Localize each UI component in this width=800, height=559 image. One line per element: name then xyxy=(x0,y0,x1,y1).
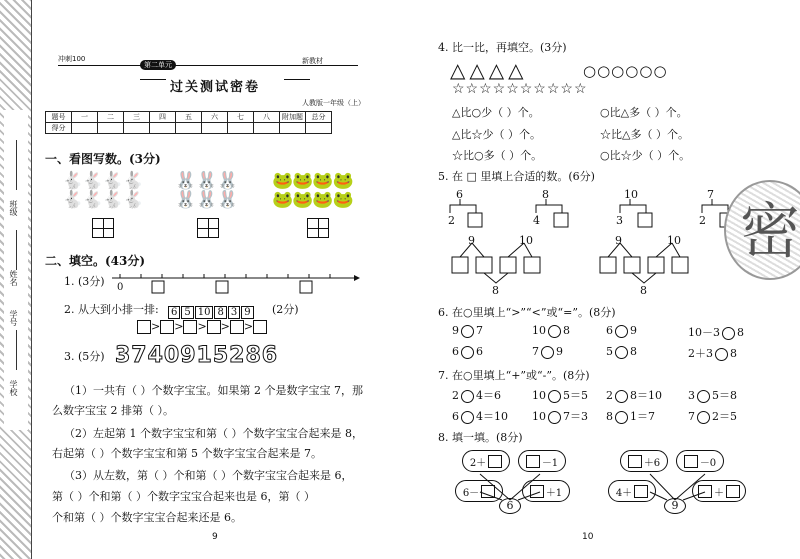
score-cell[interactable] xyxy=(176,123,202,134)
q8-cloud: 2＋ xyxy=(462,450,510,472)
answer-box[interactable] xyxy=(183,320,197,334)
page-number-right: 10 xyxy=(582,532,594,542)
q2-points: (2分) xyxy=(272,303,299,316)
tree-bottom: 8 xyxy=(640,284,647,297)
tree-left: 2 xyxy=(699,214,706,227)
stars: ☆☆☆☆☆☆☆☆☆☆ xyxy=(452,81,588,97)
triangles: △△△△ xyxy=(450,58,528,82)
answer-box[interactable] xyxy=(253,320,267,334)
answer-box[interactable] xyxy=(698,485,712,498)
number-card: 3 xyxy=(228,306,240,319)
q4-row: △比○少（ ）个。 xyxy=(452,106,540,119)
score-cell[interactable] xyxy=(280,123,306,134)
frog-picture: 🐸🐸🐸🐸 🐸🐸🐸🐸 xyxy=(272,171,353,210)
operator-circle[interactable] xyxy=(548,390,561,403)
q3-line: 第（ ）个和第（ ）个数字宝宝合起来也是 6，第（ ） xyxy=(52,490,315,503)
tree-top: 10 xyxy=(519,234,533,247)
q3-line: （2）左起第 1 个数字宝宝和第（ ）个数字宝宝合起来是 8， xyxy=(64,427,363,440)
score-head: 总分 xyxy=(306,112,332,123)
number-card: 10 xyxy=(195,306,214,319)
q3-label: 3. (5分) xyxy=(64,350,105,363)
score-cell[interactable] xyxy=(202,123,228,134)
compare-circle[interactable] xyxy=(615,325,628,338)
operator-circle[interactable] xyxy=(461,390,474,403)
unit-badge: 第二单元 xyxy=(140,60,176,70)
page-number-left: 9 xyxy=(212,532,218,542)
number-line-zero: 0 xyxy=(117,282,124,293)
score-head: 四 xyxy=(150,112,176,123)
q4-row: ☆比△多（ ）个。 xyxy=(600,128,689,141)
q6-heading: 6. 在○里填上“>”“<”或“=”。(8分) xyxy=(438,306,616,319)
tree-top: 8 xyxy=(542,188,549,201)
tree-left: 2 xyxy=(448,214,455,227)
q3-line: （1）一共有（ ）个数字宝宝。如果第 2 个是数字宝宝 7，那 xyxy=(64,384,363,397)
score-head: 七 xyxy=(228,112,254,123)
page-title: 过关测试密卷 xyxy=(170,80,261,95)
operator-circle[interactable] xyxy=(461,411,474,424)
score-cell[interactable] xyxy=(124,123,150,134)
tree-top: 6 xyxy=(456,188,463,201)
gutter-label-name: 姓名 xyxy=(9,270,18,286)
binding-gutter xyxy=(0,0,32,559)
tree-left: 4 xyxy=(533,214,540,227)
answer-box[interactable] xyxy=(526,455,540,468)
tree-top: 10 xyxy=(624,188,638,201)
secret-stamp: 密 xyxy=(724,180,800,280)
q8-cloud: ＋1 xyxy=(522,480,570,502)
answer-box[interactable] xyxy=(488,455,502,468)
tree-left: 3 xyxy=(616,214,623,227)
q1-label: 1. (3分) xyxy=(64,275,105,288)
answer-box[interactable] xyxy=(684,455,698,468)
q2-cards xyxy=(168,300,255,319)
tree-top: 10 xyxy=(667,234,681,247)
gutter-label-number: 学号 xyxy=(9,310,18,326)
score-head: 八 xyxy=(254,112,280,123)
score-cell[interactable] xyxy=(98,123,124,134)
score-head: 三 xyxy=(124,112,150,123)
grade-label: 人教版一年级（上） xyxy=(302,99,365,107)
answer-box[interactable] xyxy=(726,485,740,498)
q3-line: 么数字宝宝 2 排第（ ）。 xyxy=(52,404,174,417)
tree-top: 7 xyxy=(707,188,714,201)
q4-row: △比☆少（ ）个。 xyxy=(452,128,541,141)
q3-line: 右起第（ ）个数字宝宝和第 5 个数字宝宝合起来是 7。 xyxy=(52,447,322,460)
number-card: 8 xyxy=(214,306,226,319)
compare-circle[interactable] xyxy=(461,325,474,338)
section-1-heading: 一、看图写数。(3分) xyxy=(45,152,161,166)
answer-box[interactable] xyxy=(307,218,329,238)
score-head: 二 xyxy=(98,112,124,123)
score-cell[interactable] xyxy=(150,123,176,134)
q2-answer-row: > > > > > xyxy=(137,320,267,334)
q8-cloud: －0 xyxy=(676,450,724,472)
edition: 新教材 xyxy=(302,57,323,65)
operator-circle[interactable] xyxy=(615,411,628,424)
answer-box[interactable] xyxy=(197,218,219,238)
operator-circle[interactable] xyxy=(548,411,561,424)
answer-box[interactable] xyxy=(530,485,544,498)
q8-heading: 8. 填一填。(8分) xyxy=(438,431,523,444)
rabbit-picture: 🐰🐰🐰 🐰🐰🐰 xyxy=(175,171,239,210)
number-card: 9 xyxy=(241,306,253,319)
q4-row: ☆比○多（ ）个。 xyxy=(452,149,543,162)
operator-circle[interactable] xyxy=(697,411,710,424)
answer-box[interactable] xyxy=(137,320,151,334)
section-2-heading: 二、填空。(43分) xyxy=(45,254,146,268)
answer-box[interactable] xyxy=(634,485,648,498)
number-trees xyxy=(440,185,740,297)
score-head: 附加题 xyxy=(280,112,306,123)
rabbit-picture: 🐇🐇🐇🐇 🐇🐇🐇🐇 xyxy=(62,171,143,210)
score-cell[interactable] xyxy=(228,123,254,134)
q8-cloud: 4＋ xyxy=(608,480,656,502)
answer-box[interactable] xyxy=(628,455,642,468)
compare-circle[interactable] xyxy=(722,327,735,340)
number-card: 6 xyxy=(168,306,180,319)
operator-circle[interactable] xyxy=(697,390,710,403)
gutter-label-school: 学校 xyxy=(9,380,18,396)
number-card: 5 xyxy=(181,306,193,319)
score-cell[interactable] xyxy=(72,123,98,134)
score-row-label: 得分 xyxy=(46,123,72,134)
score-table xyxy=(45,111,332,134)
q8-cloud: ＋ xyxy=(692,480,746,502)
q8-cloud: 6－ xyxy=(455,480,503,502)
q8-cloud: －1 xyxy=(518,450,566,472)
gutter-label-class: 班级 xyxy=(9,200,18,216)
q4-row: ○比△多（ ）个。 xyxy=(600,106,688,119)
brand: 冲刺100 xyxy=(58,55,86,63)
answer-box[interactable] xyxy=(160,320,174,334)
answer-box[interactable] xyxy=(230,320,244,334)
number-line xyxy=(110,272,360,294)
q7-heading: 7. 在○里填上“+”或“-”。(8分) xyxy=(438,369,590,382)
answer-box[interactable] xyxy=(481,485,495,498)
score-head: 一 xyxy=(72,112,98,123)
q3-line: （3）从左数，第（ ）个和第（ ）个数字宝宝合起来是 6， xyxy=(64,469,353,482)
compare-circle[interactable] xyxy=(541,346,554,359)
q8-cloud: ＋6 xyxy=(620,450,668,472)
score-cell[interactable] xyxy=(306,123,332,134)
q8-center: 9 xyxy=(664,498,686,514)
compare-circle[interactable] xyxy=(548,325,561,338)
q2-label: 2. 从大到小排一排: xyxy=(64,303,159,316)
answer-box[interactable] xyxy=(92,218,114,238)
circles: ○○○○○○ xyxy=(583,62,668,80)
compare-circle[interactable] xyxy=(461,346,474,359)
tree-top: 9 xyxy=(615,234,622,247)
q5-heading: 5. 在 □ 里填上合适的数。(6分) xyxy=(438,170,595,183)
score-head: 题号 xyxy=(46,112,72,123)
answer-box[interactable] xyxy=(207,320,221,334)
score-cell[interactable] xyxy=(254,123,280,134)
score-head: 五 xyxy=(176,112,202,123)
score-head: 六 xyxy=(202,112,228,123)
q8-center: 6 xyxy=(499,498,521,514)
tree-top: 9 xyxy=(468,234,475,247)
compare-circle[interactable] xyxy=(615,346,628,359)
tree-bottom: 8 xyxy=(492,284,499,297)
operator-circle[interactable] xyxy=(615,390,628,403)
q4-row: ○比☆少（ ）个。 xyxy=(600,149,691,162)
q3-line: 个和第（ ）个数字宝宝合起来还是 6。 xyxy=(52,511,242,524)
number-babies: 3740915286 xyxy=(115,343,279,368)
q4-heading: 4. 比一比，再填空。(3分) xyxy=(438,41,567,54)
compare-circle[interactable] xyxy=(715,348,728,361)
